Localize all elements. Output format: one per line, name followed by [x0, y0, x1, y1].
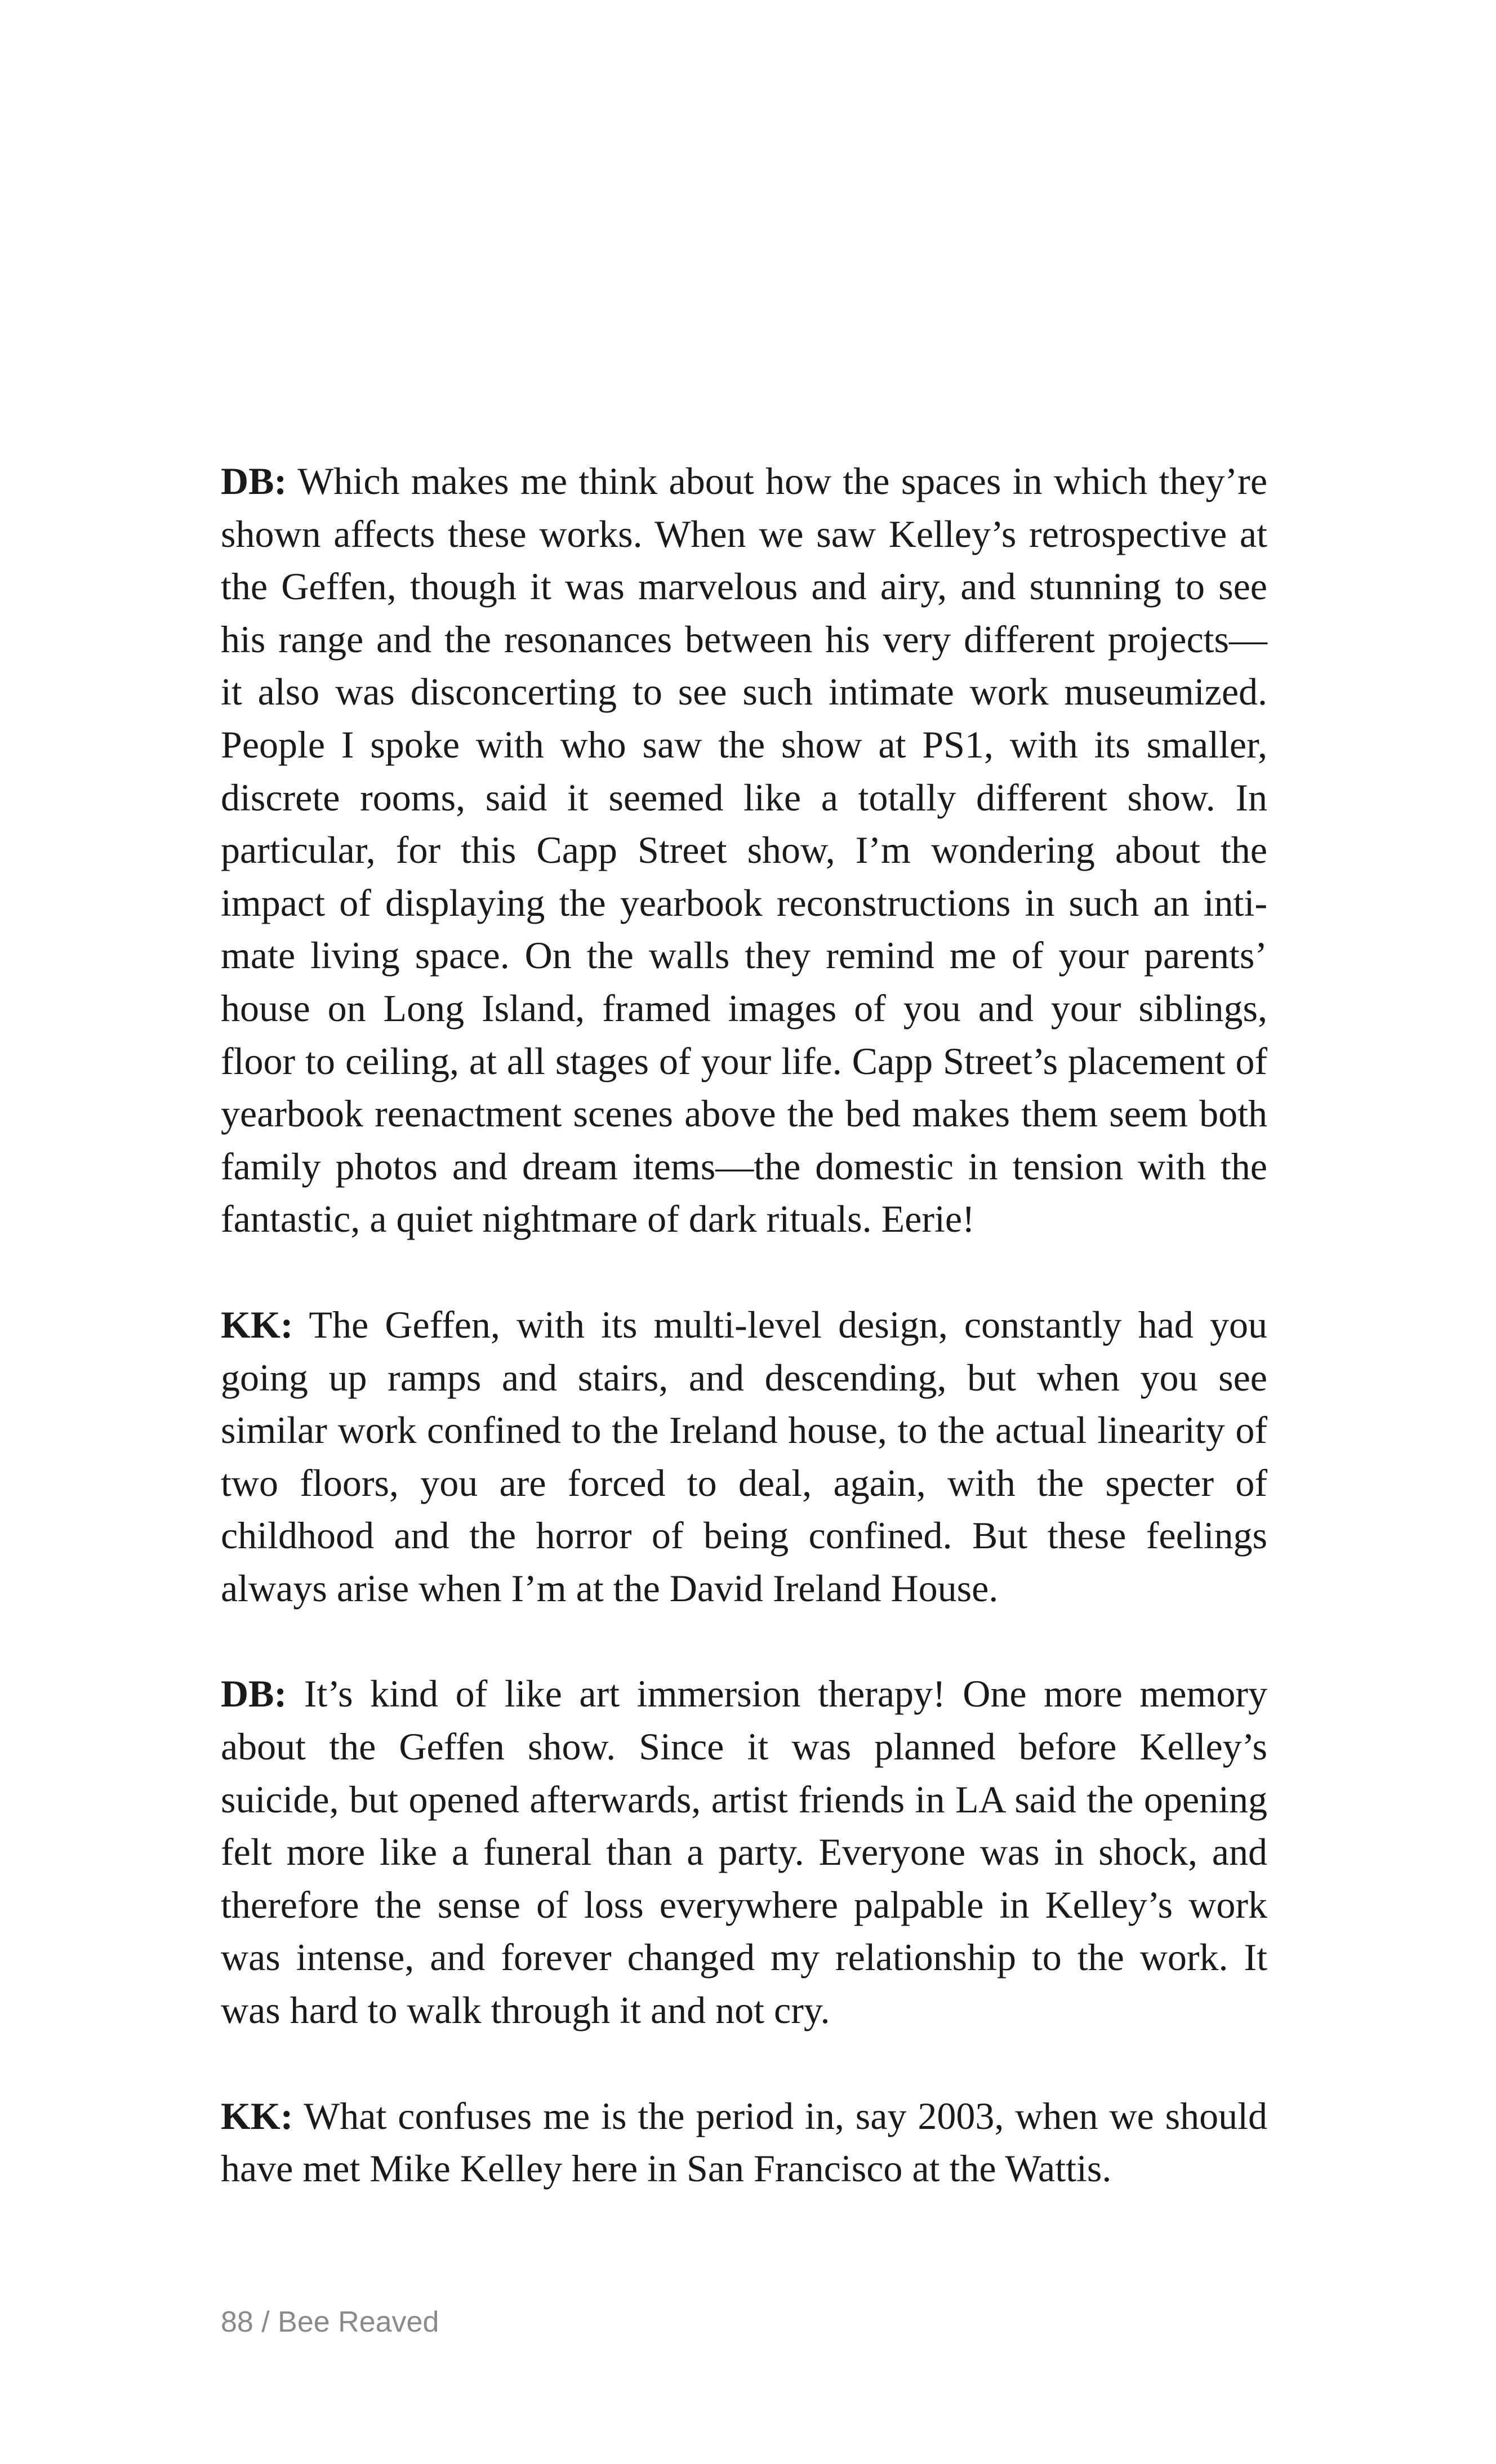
speaker-label: DB:	[221, 1672, 287, 1716]
speaker-label: KK:	[221, 2094, 293, 2137]
paragraph-1	[221, 455, 1267, 1246]
speaker-label: DB:	[221, 460, 287, 502]
speaker-label: KK:	[221, 1303, 293, 1346]
paragraph-text: It’s kind of like art immersion therapy! One more memory about the Geffen show. Since it was planned before Kelley’s suicide, but opened afterwards, artist friends in LA said the opening felt more like a funeral than a party. Everyone was in shock, and therefore the sense of loss everywhere palpable in Kelley’s work was intense, and forever changed my relationship to the work. It was hard to walk through it and not cry.	[221, 1672, 1268, 2032]
paragraph-3	[221, 1668, 1267, 2037]
paragraph-text: Which makes me think about how the spaces in which they’re shown affects these works. When we saw Kelley’s retrospective at the Geffen, though it was marvelous and airy, and stunning to see his range and the resonances between his very different projects— it also was disconcerting to see such intimate work museumized. People I spoke with who saw the show at PS1, with its smaller, discrete rooms, said it seemed like a totally different show. In particular, for this Capp Street show, I’m wondering about the impact of displaying the yearbook reconstructions in such an intimate living space. On the walls they remind me of your parents’ house on Long Island, framed images of you and your siblings, floor to ceiling, at all stages of your life. Capp Street’s placement of yearbook reenactment scenes above the bed makes them seem both family photos and dream items—the domestic in tension with the fantastic, a quiet nightmare of dark rituals. Eerie!	[221, 460, 1267, 1241]
interview-text	[221, 455, 1267, 2195]
paragraph-2	[221, 1299, 1267, 1615]
paragraph-text: The Geffen, with its multi-level design, constantly had you going up ramps and stairs, and descending, but when you see similar work confined to the Ireland house, to the actual linearity of two floors, you are forced to deal, again, with the specter of childhood and the horror of being confined. But these feelings always arise when I’m at the David Ireland House.	[221, 1303, 1267, 1610]
paragraph-text: What confuses me is the period in, say 2003, when we should have met Mike Kelley here in San Francisco at the Wattis.	[221, 2094, 1267, 2190]
paragraph-4	[221, 2090, 1267, 2195]
page-footer: 88 / Bee Reaved	[221, 2306, 439, 2338]
